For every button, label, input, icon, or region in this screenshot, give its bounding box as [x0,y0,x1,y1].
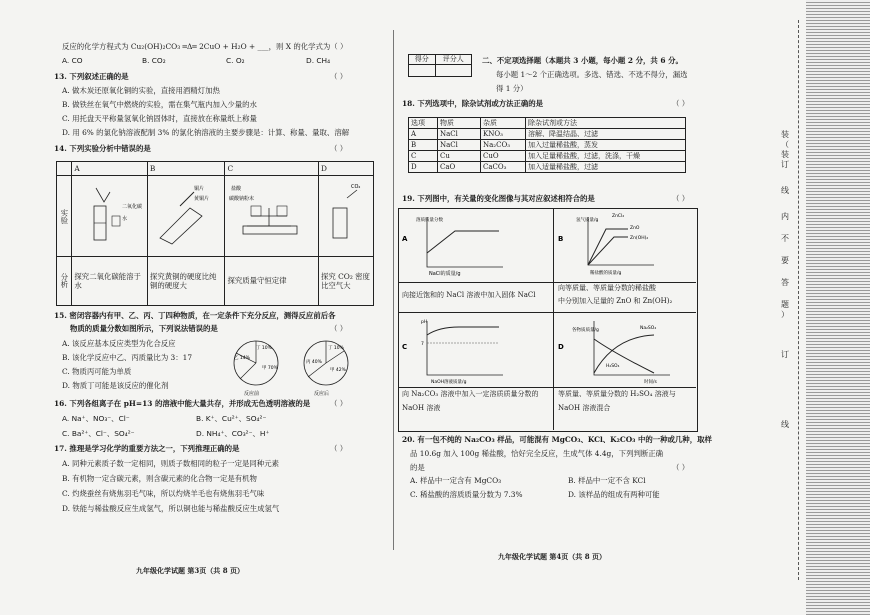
pie-after-label-2: 甲 42% [330,368,346,373]
q17-option-c: C. 灼烧蚕丝有烧焦羽毛气味，所以灼烧羊毛也有烧焦羽毛气味 [62,489,265,498]
q18-cell: CaCO₃ [481,162,526,173]
q18-cell: A [409,129,438,140]
q13-option-d: D. 用 6% 的氯化钠溶液配制 3% 的氯化钠溶液的主要步骤是：计算、称量、量取、溶解 [62,128,350,137]
scan-edge-stripe [806,0,870,615]
graph-c-xlabel: NaOH溶液质量/g [431,380,467,385]
q20-option-b: B. 样品中一定不含 KCl [568,476,646,485]
pie-after-title: 反应后 [314,391,330,397]
q18-cell: NaCl [438,129,481,140]
graph-c-tick: 7 [421,342,424,347]
graph-b-xlabel: 稀盐酸的质量/g [590,271,622,276]
q17-stem: 17. 推理是学习化学的重要方法之一，下列推理正确的是 [54,444,240,453]
q19-graph-a [399,209,551,281]
q19-graph-c [399,313,551,385]
binding-char: 答 [781,278,789,287]
q16-paren: （ ） [330,399,348,408]
q20-option-a: A. 样品中一定含有 MgCO₃ [410,476,502,485]
q14-stem: 14. 下列实验分析中错误的是 [54,144,151,153]
binding-char: 要 [781,256,789,265]
q20-option-d: D. 该样品的组成有两种可能 [568,490,660,499]
q14-header-b: B [147,162,225,176]
graph-a-label: A [402,235,408,243]
graph-b-line-3: Zn(OH)₂ [630,236,649,241]
graph-a-ylabel: 溶质质量分数 [416,218,443,223]
graph-d-line-2: H₂SO₄ [606,364,620,369]
graph-d-line-1: Na₂SO₄ [640,326,657,331]
right-footer: 九年级化学试题 第4页（共 8 页） [498,552,607,561]
q18-cell: 加入过量稀盐酸，蒸发 [526,140,686,151]
q14-sketch-c-na2co3: 碳酸钠粉末 [229,195,255,202]
q12-option-d: D. CH₄ [306,56,331,65]
q20-line-1: 20. 有一包不纯的 Na₂CO₃ 样品，可能混有 MgCO₃、KCl、K₂CO₃ 中的一种或几种，取样 [402,435,712,444]
q19-graph-b [554,209,694,281]
q13-option-b: B. 做铁丝在氧气中燃烧的实验，需在集气瓶内加入少量的水 [62,100,257,109]
q14-sketch-d [319,176,374,256]
binding-char: 订 [781,160,789,169]
q19-desc-b-1: 向等质量、等质量分数的稀盐酸 [558,284,656,292]
q14-row-analysis: 分析 [57,256,72,305]
binding-char: 不 [781,234,789,243]
page-divider [393,30,394,550]
q14-analysis-b: 探究黄铜的硬度比纯铜的硬度大 [147,256,225,305]
left-footer: 九年级化学试题 第3页（共 8 页） [136,566,245,575]
q14-row-experiment: 实验 [57,176,72,256]
binding-char: 订 [781,350,789,359]
q14-sketch-b-brass: 黄铜片 [193,195,209,202]
q15-stem-1: 15. 密闭容器内有甲、乙、丙、丁四种物质，在一定条件下充分反应，测得反应前后各 [54,311,336,320]
graph-d-label: D [558,343,564,351]
binding-char: 题 [781,300,789,309]
q20-line-3: 的是 [410,463,425,472]
q18-head-impurity: 杂质 [481,118,526,129]
graph-c-ylabel: pH [421,320,428,325]
q16-stem: 16. 下列各组离子在 pH=13 的溶液中能大量共存，并形成无色透明溶液的是 [54,399,311,408]
q20-option-c: C. 稀盐酸的溶质质量分数为 7.3% [410,490,523,499]
q14-analysis-d: 探究 CO₂ 密度比空气大 [319,256,374,305]
q18-cell: KNO₃ [481,129,526,140]
binding-char: 内 [781,212,789,221]
q17-paren: （ ） [330,444,348,453]
q16-option-b: B. K⁺、Cu²⁺、SO₄²⁻ [196,414,267,423]
section2-line-3: 得 1 分） [496,84,528,93]
q19-graph-d [554,313,694,385]
q14-paren: （ ） [330,144,348,153]
graph-b-ylabel: 氢气质量/g [576,218,599,223]
q14-sketch-a-co2: 二氧化碳 [122,203,143,210]
q14-sketch-d-co2: CO₂ [351,183,361,190]
q13-option-a: A. 做木炭还原氧化铜的实验，直接用酒精灯加热 [62,86,220,95]
q18-cell: 加入适量稀盐酸，过滤 [526,162,686,173]
q18-table [408,117,686,173]
q17-option-d: D. 铁能与稀盐酸反应生成氢气，所以铜也能与稀盐酸反应生成氢气 [62,504,280,513]
q18-paren: （ ） [672,99,690,108]
q14-analysis-c: 探究质量守恒定律 [225,256,319,305]
graph-c-label: C [402,343,408,351]
q13-stem: 13. 下列叙述正确的是 [54,72,129,81]
q14-header-d: D [319,162,374,176]
q16-option-d: D. NH₄⁺、CO₃²⁻、H⁺ [196,429,270,438]
binding-char: 线 [781,186,789,195]
q15-option-b: B. 该化学反应中乙、丙质量比为 3：17 [62,353,193,362]
q18-cell: CuO [481,151,526,162]
pie-before-label-3: 甲 70% [262,366,278,371]
q18-cell: 加入足量稀盐酸，过滤，洗涤，干燥 [526,151,686,162]
q18-head-method: 除杂试剂或方法 [526,118,686,129]
q15-pie-charts [226,333,366,401]
binding-char: 装 [781,150,789,159]
q13-option-c: C. 用托盘天平称量氢氧化钠固体时，直接放在称量纸上称量 [62,114,257,123]
pie-after-label-1: 丙 40% [306,360,322,365]
graph-d-ylabel: 各物质质量/g [572,328,599,333]
q14-table [56,161,374,306]
q14-header-c: C [225,162,319,176]
q14-sketch-b [147,176,225,256]
q19-stem: 19. 下列图中，有关量的变化图像与其对应叙述相符合的是 [402,194,595,203]
q19-desc-c-2: NaOH 溶液 [402,404,441,412]
q18-cell: 溶解、降温结晶、过滤 [526,129,686,140]
q14-sketch-b-copper: 铜片 [193,185,204,192]
graph-b-label: B [558,235,564,243]
grader-label: 评分人 [435,55,471,65]
q18-head-substance: 物质 [438,118,481,129]
pie-before-title: 反应前 [244,391,260,397]
q14-analysis-a: 探究二氧化碳能溶于水 [72,256,148,305]
section2-line-2: 每小题 1～2 个正确选项。多选、错选、不选不得分，漏选 [496,70,688,79]
q14-sketch-a [72,176,148,256]
binding-margin [776,20,794,430]
q18-stem: 18. 下列选项中，除杂试剂或方法正确的是 [402,99,544,108]
pie-after-label-3: 丁 10% [328,346,344,351]
q16-option-c: C. Ba²⁺、Cl⁻、SO₄²⁻ [62,429,135,438]
q20-paren: （ ） [672,463,690,472]
q15-option-c: C. 物质丙可能为单质 [62,367,132,376]
q12-option-b: B. CO₂ [142,56,166,65]
graph-b-line-2: ZnO [630,226,640,231]
q19-desc-d-2: NaOH 溶液混合 [558,404,611,412]
q19-desc-d-1: 等质量、等质量分数的 H₂SO₄ 溶液与 [558,390,676,398]
q18-cell: CaO [438,162,481,173]
q18-cell: Na₂CO₃ [481,140,526,151]
q19-desc-c-1: 向 Na₂CO₃ 溶液中加入一定溶质质量分数的 [402,390,539,398]
q17-option-b: B. 有机物一定含碳元素，则含碳元素的化合物一定是有机物 [62,474,257,483]
q12-option-a: A. CO [62,56,83,65]
q15-option-d: D. 物质丁可能是该反应的催化剂 [62,381,169,390]
score-label: 得分 [409,55,436,65]
q16-option-a: A. Na⁺、NO₃⁻、Cl⁻ [62,414,130,423]
pie-before-label-1: 乙 14% [234,356,250,361]
q15-paren: （ ） [330,324,348,333]
q18-cell: Cu [438,151,481,162]
graph-a-xlabel: NaCl的质量/g [429,271,461,277]
binding-char: 装 [781,130,789,139]
score-box [408,54,472,77]
q13-paren: （ ） [330,72,348,81]
q19-paren: （ ） [672,194,690,203]
q12-tail: 反应的化学方程式为 Cu₂(OH)₂CO₃ ═Δ═ 2CuO + H₂O + ___，则 X 的化学式为（ ） [62,42,348,51]
q14-header-a: A [72,162,148,176]
q14-sketch-a-water: 水 [122,215,128,222]
q15-option-a: A. 该反应基本反应类型为化合反应 [62,339,176,348]
graph-d-xlabel: 时间/s [644,380,657,385]
binding-char: ） [781,310,789,319]
q12-option-c: C. O₂ [226,56,245,65]
q19-desc-a: 向接近饱和的 NaCl 溶液中加入固体 NaCl [402,291,536,299]
section2-line-1: 二、不定项选择题（本题共 3 小题，每小题 2 分，共 6 分。 [482,56,683,65]
pie-before-label-2: 丁 10% [256,346,272,351]
q17-option-a: A. 同种元素质子数一定相同，则质子数相同的粒子一定是同种元素 [62,459,279,468]
q14-sketch-c [225,176,319,256]
q18-cell: D [409,162,438,173]
q15-stem-2: 物质的质量分数如图所示，下列说法错误的是 [70,324,218,333]
q18-cell: NaCl [438,140,481,151]
q18-cell: C [409,151,438,162]
binding-char: 线 [781,420,789,429]
q14-sketch-c-hcl: 盐酸 [231,185,242,192]
q20-line-2: 品 10.6g 加入 100g 稀盐酸，恰好完全反应，生成气体 4.4g，下列判断正确 [410,449,664,458]
binding-dashed-line [798,20,799,580]
graph-b-line-1: ZnCl₂ [612,214,625,219]
q18-cell: B [409,140,438,151]
q19-desc-b-2: 中分别加入足量的 ZnO 和 Zn(OH)₂ [558,297,673,305]
binding-char: （ [781,140,789,149]
q18-head-option: 选项 [409,118,438,129]
